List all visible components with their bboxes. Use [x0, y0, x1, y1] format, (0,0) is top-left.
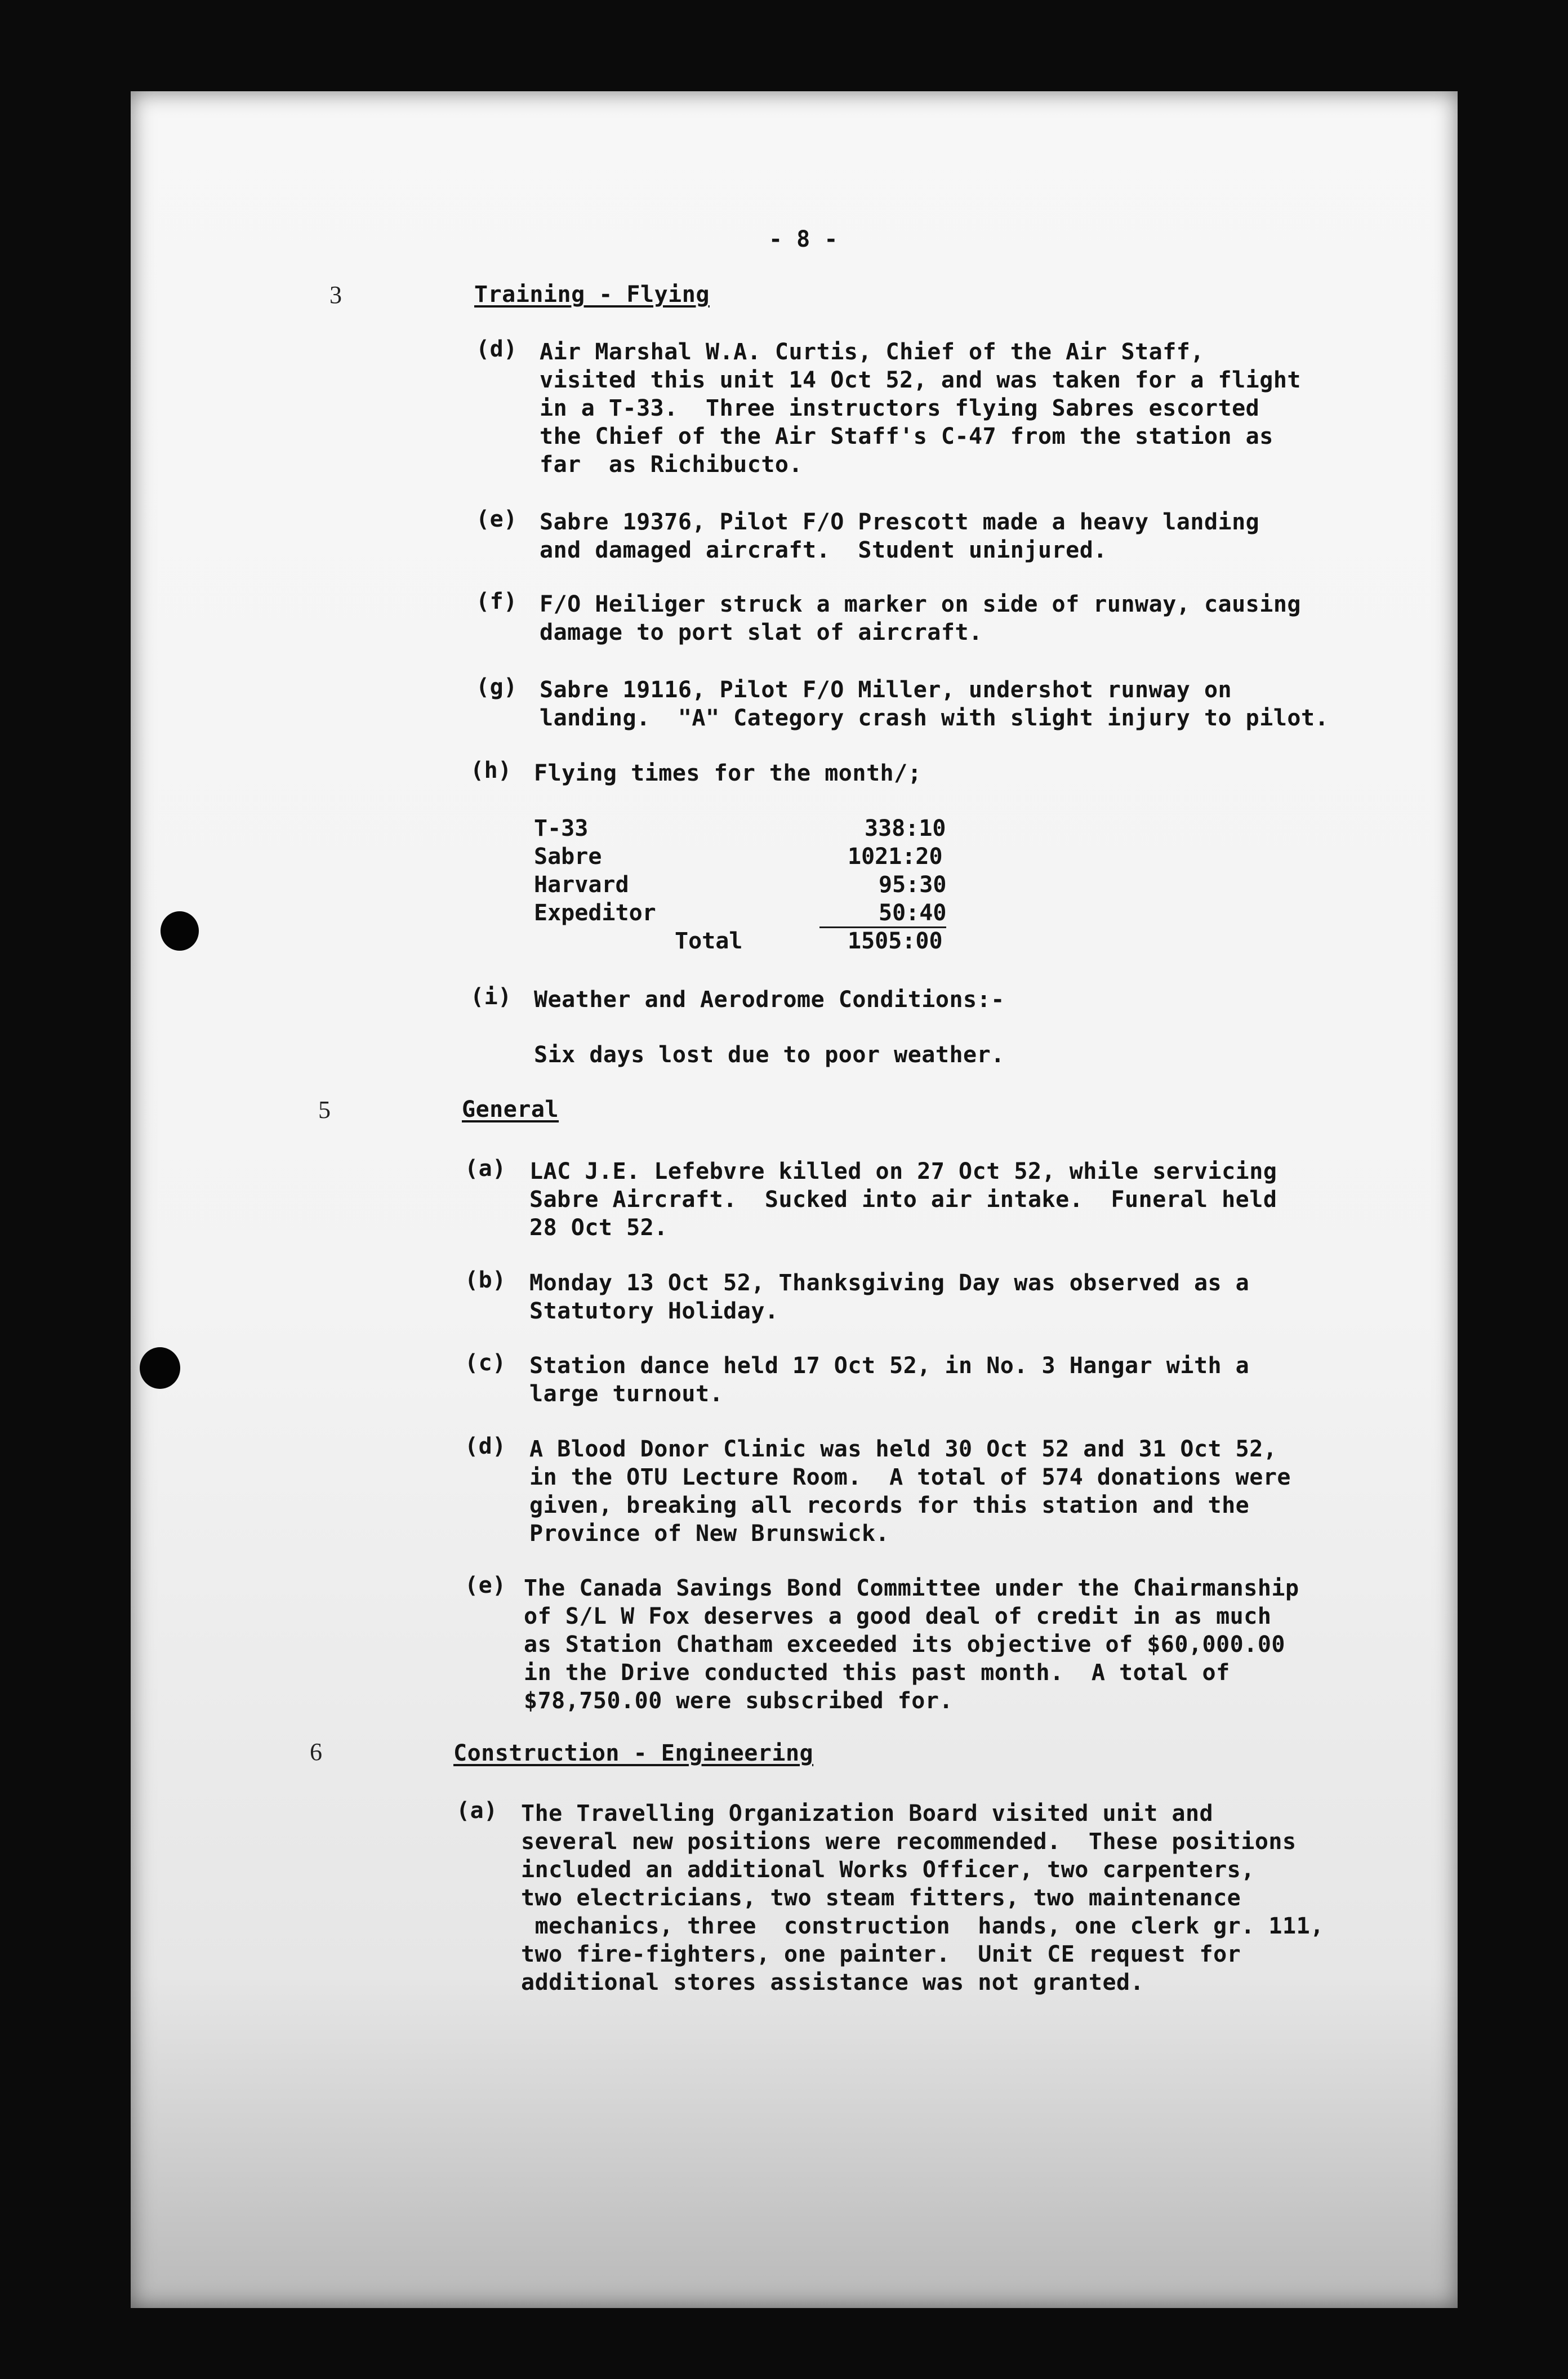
table-row-aircraft: T-33	[534, 816, 589, 841]
paragraph-line: $78,750.00 were subscribed for.	[524, 1688, 954, 1714]
paragraph-line: mechanics, three construction hands, one clerk gr. 111,	[521, 1913, 1324, 1939]
paragraph-line: two fire-fighters, one painter. Unit CE request for	[521, 1941, 1241, 1967]
item-label: (d)	[465, 1433, 506, 1459]
paragraph-line: F/O Heiliger struck a marker on side of runway, causing	[540, 591, 1302, 617]
punch-hole-bottom	[140, 1347, 180, 1389]
total-label: Total	[675, 928, 743, 954]
paragraph-line: A Blood Donor Clinic was held 30 Oct 52 and 31 Oct 52,	[529, 1436, 1277, 1462]
paragraph-line: and damaged aircraft. Student uninjured.	[540, 537, 1107, 563]
paragraph-line: 28 Oct 52.	[529, 1215, 668, 1241]
paragraph-line: Monday 13 Oct 52, Thanksgiving Day was observed as a	[529, 1270, 1250, 1296]
table-row-time: 95:30	[879, 872, 947, 898]
table-row-time: 338:10	[865, 816, 946, 841]
paragraph-line: large turnout.	[529, 1381, 724, 1407]
paragraph-line: Sabre 19376, Pilot F/O Prescott made a heavy landing	[540, 509, 1260, 535]
paragraph-line: in a T-33. Three instructors flying Sabres escorted	[540, 395, 1260, 421]
paragraph-line: The Canada Savings Bond Committee under the Chairmanship	[524, 1575, 1299, 1601]
section-heading-construction-engineering: Construction - Engineering	[453, 1740, 814, 1766]
paragraph-line: landing. "A" Category crash with slight injury to pilot.	[540, 705, 1329, 731]
punch-hole-top	[161, 911, 199, 951]
section-number-6: 6	[310, 1738, 322, 1766]
paragraph-line: additional stores assistance was not granted.	[521, 1970, 1144, 1995]
table-row-time: 50:40	[879, 900, 947, 926]
paragraph-line: damage to port slat of aircraft.	[540, 620, 983, 645]
paragraph-line: Sabre Aircraft. Sucked into air intake. Funeral held	[529, 1187, 1277, 1213]
paragraph-line: Six days lost due to poor weather.	[534, 1042, 1005, 1068]
section-heading-general: General	[462, 1097, 559, 1122]
paragraph-line: the Chief of the Air Staff's C-47 from the station as	[540, 424, 1273, 449]
section-number-3: 3	[329, 281, 342, 309]
total-time: 1505:00	[848, 928, 943, 954]
item-label: (f)	[476, 589, 518, 614]
item-label: (g)	[476, 674, 518, 700]
paragraph-line: far as Richibucto.	[540, 452, 803, 478]
paragraph-line: Sabre 19116, Pilot F/O Miller, undershot runway on	[540, 677, 1232, 703]
paragraph-line: as Station Chatham exceeded its objective of $60,000.00	[524, 1632, 1286, 1658]
item-label: (d)	[476, 336, 518, 362]
table-row-aircraft: Harvard	[534, 872, 629, 898]
paragraph-line: given, breaking all records for this station and the	[529, 1493, 1250, 1518]
paragraph-line: in the OTU Lecture Room. A total of 574 donations were	[529, 1464, 1291, 1490]
section-heading-training-flying: Training - Flying	[474, 282, 710, 308]
item-label: (a)	[456, 1798, 498, 1824]
paragraph-line: Flying times for the month/;	[534, 760, 922, 786]
item-label: (e)	[465, 1572, 506, 1598]
paragraph-line: Station dance held 17 Oct 52, in No. 3 Hangar with a	[529, 1353, 1250, 1379]
paragraph-line: two electricians, two steam fitters, two maintenance	[521, 1885, 1241, 1911]
paragraph-line: Air Marshal W.A. Curtis, Chief of the Air Staff,	[540, 339, 1204, 365]
item-label: (a)	[465, 1156, 506, 1182]
item-label: (e)	[476, 506, 518, 532]
item-label: (i)	[470, 984, 512, 1010]
paragraph-line: included an additional Works Officer, two carpenters,	[521, 1857, 1255, 1883]
item-label: (c)	[465, 1350, 506, 1376]
item-label: (h)	[470, 758, 512, 783]
table-row-aircraft: Expeditor	[534, 900, 656, 926]
paragraph-line: several new positions were recommended. These positions	[521, 1829, 1297, 1855]
paragraph-line: Province of New Brunswick.	[529, 1521, 890, 1547]
page-number: - 8 -	[769, 226, 838, 252]
paragraph-line: of S/L W Fox deserves a good deal of credit in as much	[524, 1603, 1272, 1629]
paragraph-line: visited this unit 14 Oct 52, and was taken for a flight	[540, 367, 1302, 393]
item-label: (b)	[465, 1267, 506, 1293]
paragraph-line: LAC J.E. Lefebvre killed on 27 Oct 52, while servicing	[529, 1159, 1277, 1184]
paragraph-line: Weather and Aerodrome Conditions:-	[534, 987, 1005, 1013]
paragraph-line: The Travelling Organization Board visited unit and	[521, 1801, 1214, 1826]
table-row-time: 1021:20	[848, 844, 943, 870]
paragraph-line: in the Drive conducted this past month. A total of	[524, 1660, 1230, 1686]
paragraph-line: Statutory Holiday.	[529, 1298, 779, 1324]
table-row-aircraft: Sabre	[534, 844, 602, 870]
section-number-5: 5	[318, 1096, 331, 1124]
